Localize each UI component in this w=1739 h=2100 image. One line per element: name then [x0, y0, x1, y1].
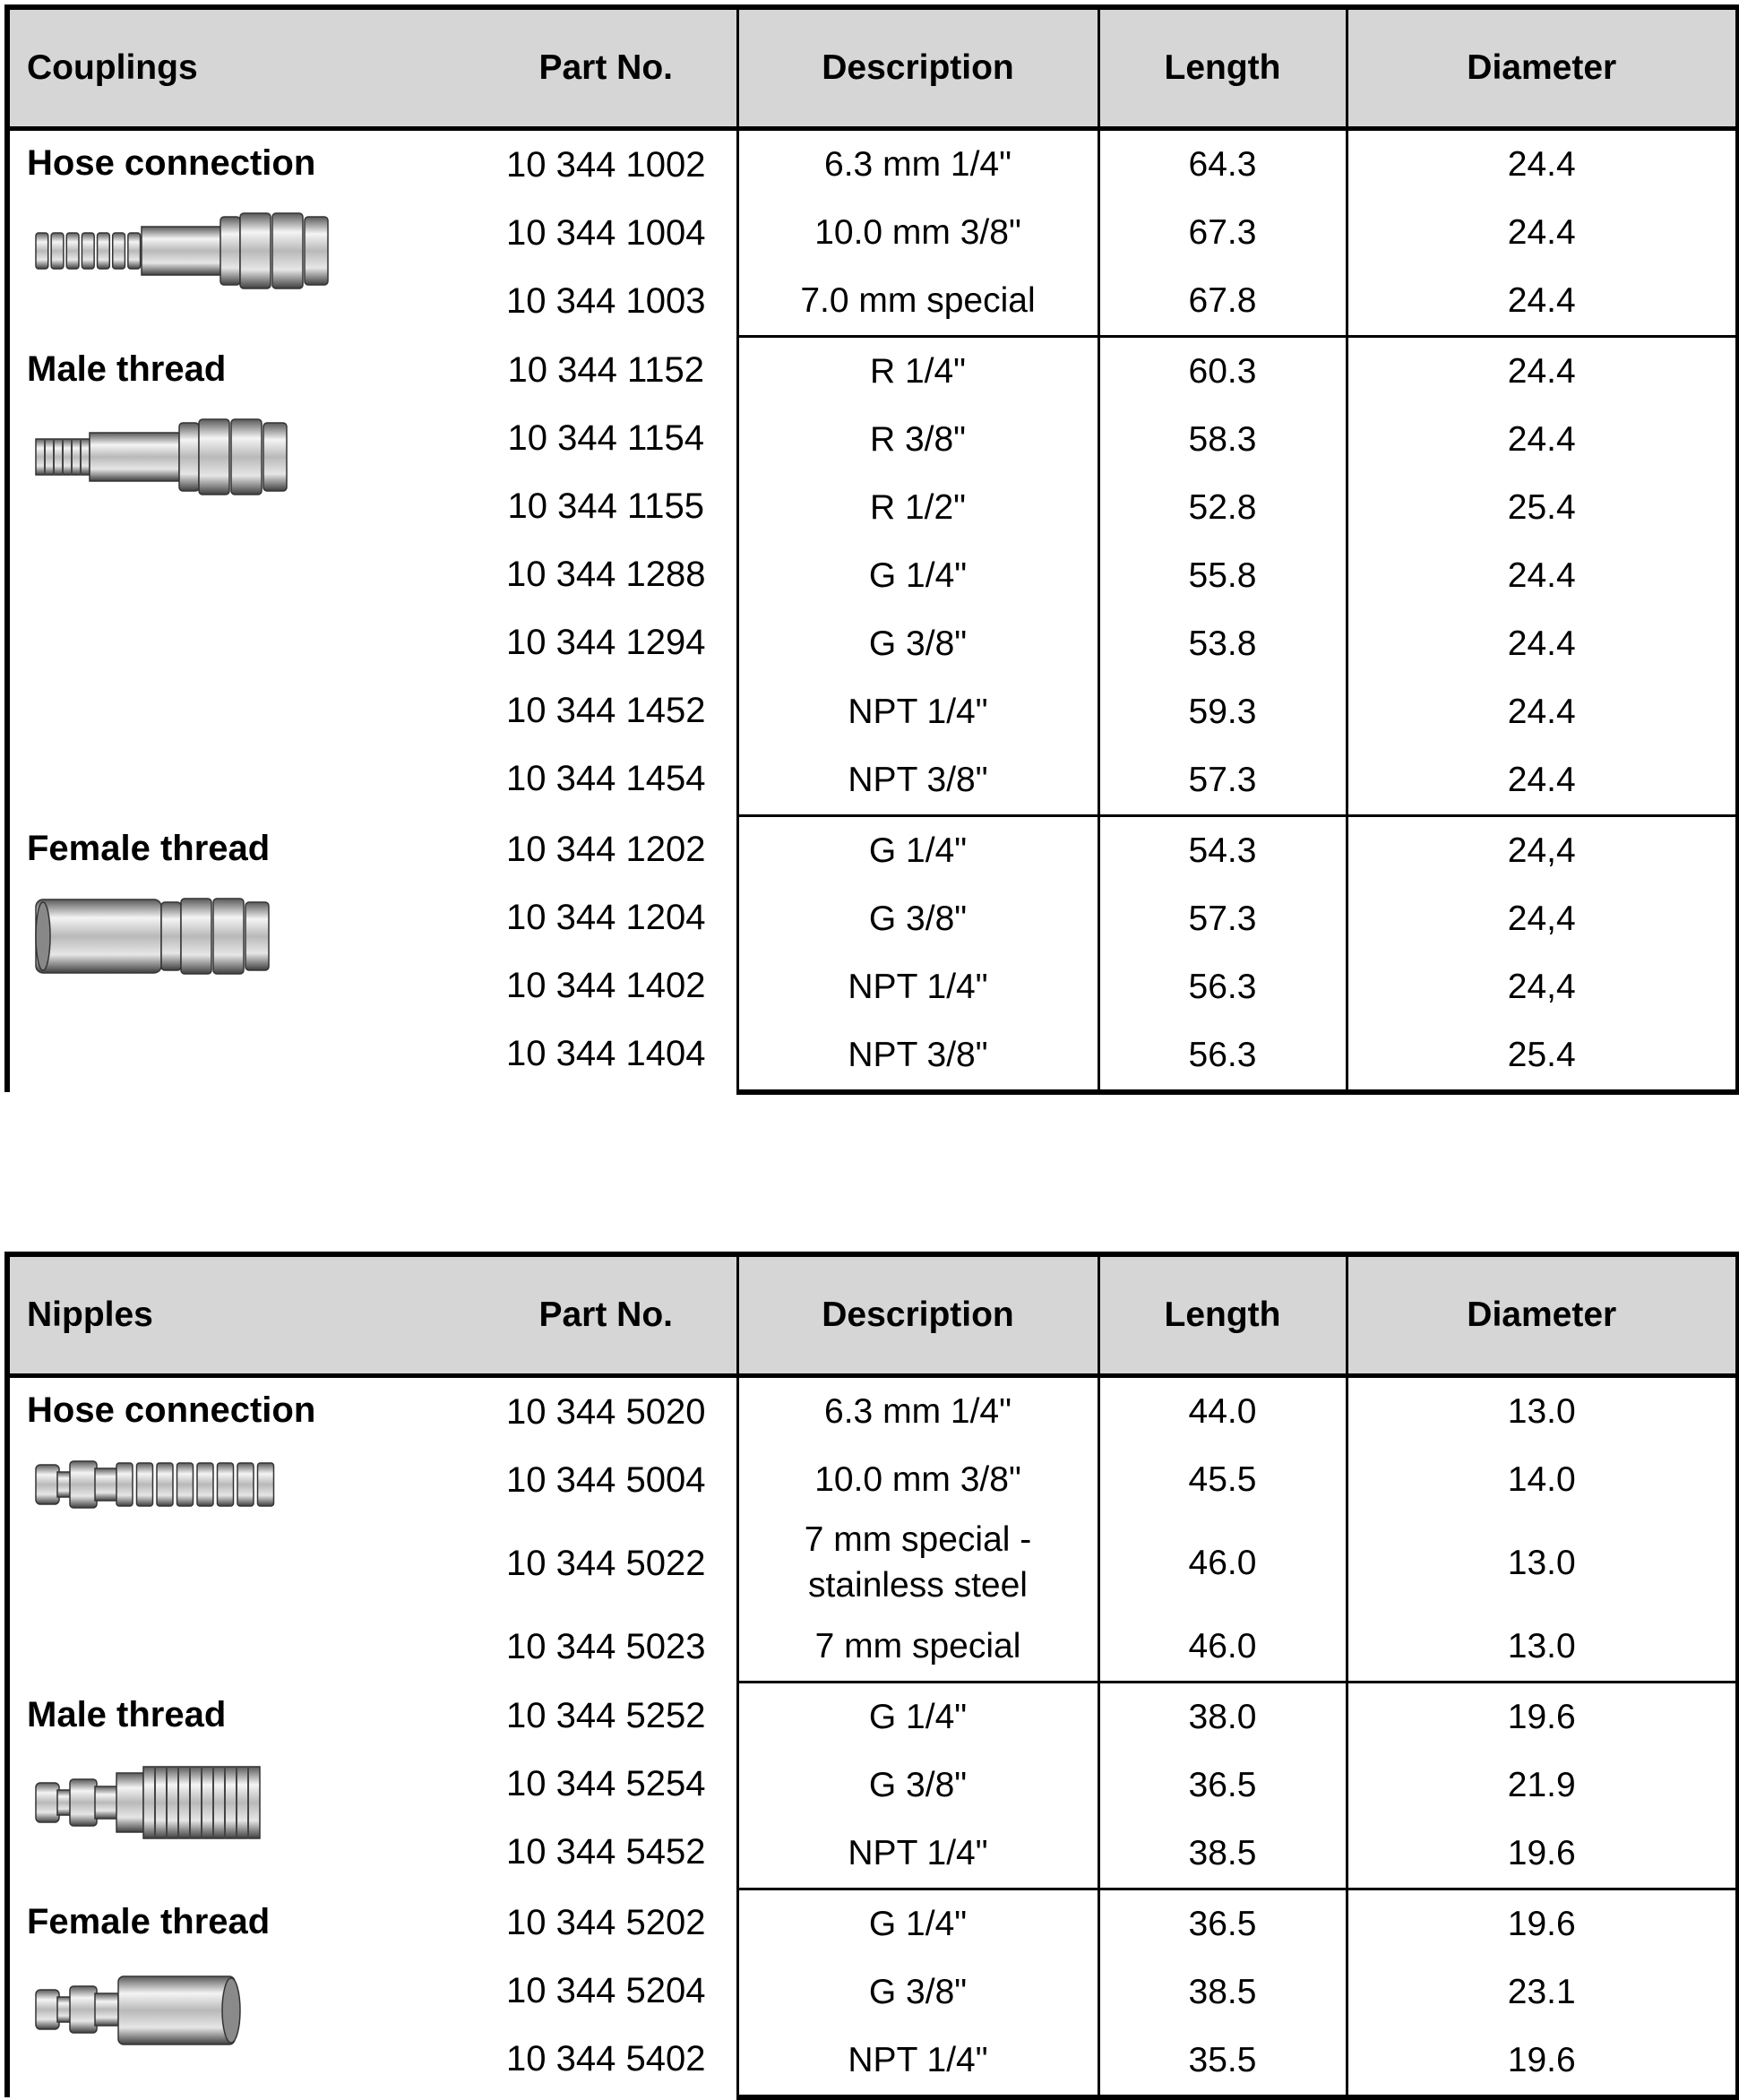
description-cell: 7.0 mm special: [737, 267, 1098, 337]
part-number: 10 344 1454: [506, 759, 706, 798]
diameter-cell: 24,4: [1347, 816, 1738, 886]
part-number: 10 344 1002: [506, 144, 706, 185]
part-number: 10 344 5023: [506, 1626, 706, 1666]
description-cell: G 1/4": [737, 1889, 1098, 1959]
length-cell: 35.5: [1098, 2027, 1347, 2097]
description-cell: NPT 1/4": [737, 678, 1098, 746]
part-number: 10 344 5022: [506, 1543, 706, 1583]
couplings-table: [4, 4, 1739, 1095]
diameter-cell: 24.4: [1347, 542, 1738, 610]
description-cell: 6.3 mm 1/4": [737, 129, 1098, 200]
group-name: Male thread: [27, 1694, 227, 1734]
header-length: Length: [1098, 7, 1347, 129]
description-cell: G 1/4": [737, 816, 1098, 886]
length-cell: 56.3: [1098, 953, 1347, 1021]
description-cell: R 1/4": [737, 337, 1098, 407]
part-number: 10 344 5202: [506, 1903, 706, 1942]
part-number: 10 344 1202: [506, 830, 706, 869]
length-cell: 38.5: [1098, 1958, 1347, 2027]
diameter-cell: 19.6: [1347, 2027, 1738, 2097]
part-number-list: [476, 816, 736, 1093]
length-cell: 54.3: [1098, 816, 1347, 886]
part-number-list: [476, 1683, 736, 1889]
part-number: 10 344 1154: [507, 418, 704, 458]
length-cell: 59.3: [1098, 678, 1347, 746]
diameter-cell: 24.4: [1347, 199, 1738, 267]
header-row: [7, 1254, 1738, 1376]
part-number: 10 344 1155: [507, 486, 704, 526]
diameter-cell: 24.4: [1347, 337, 1738, 407]
description-cell: 10.0 mm 3/8": [737, 199, 1098, 267]
part-number: 10 344 1294: [506, 623, 706, 662]
part-number: 10 344 5252: [506, 1696, 706, 1735]
hose-nipple-icon: [27, 1449, 476, 1529]
header-description: Description: [737, 7, 1098, 129]
diameter-cell: 19.6: [1347, 1683, 1738, 1752]
header-product-part: [7, 1254, 737, 1376]
table-row: [7, 129, 1738, 200]
diameter-cell: 24.4: [1347, 129, 1738, 200]
length-cell: 45.5: [1098, 1446, 1347, 1514]
header-part-no: Part No.: [538, 48, 674, 87]
part-number: 10 344 5004: [506, 1459, 706, 1500]
group-cell: [7, 1683, 737, 1889]
description-line: 7 mm special -: [804, 1520, 1032, 1560]
description-cell: 10.0 mm 3/8": [737, 1446, 1098, 1514]
hose-coupling-icon: [27, 202, 476, 309]
group-name: Hose connection: [27, 143, 316, 183]
length-cell: 56.3: [1098, 1021, 1347, 1092]
length-cell: 64.3: [1098, 129, 1347, 200]
length-cell: 60.3: [1098, 337, 1347, 407]
diameter-cell: 13.0: [1347, 1613, 1738, 1683]
description-cell: G 3/8": [737, 610, 1098, 678]
diameter-cell: 25.4: [1347, 474, 1738, 542]
part-number: 10 344 1404: [506, 1034, 706, 1073]
diameter-cell: 23.1: [1347, 1958, 1738, 2027]
diameter-cell: 24,4: [1347, 885, 1738, 953]
diameter-cell: 24.4: [1347, 746, 1738, 816]
description-line: stainless steel: [808, 1566, 1028, 1605]
table-row: [7, 1683, 1738, 1752]
description-cell: G 3/8": [737, 1958, 1098, 2027]
table-row: [7, 816, 1738, 886]
female-thread-coupling-icon: [27, 887, 476, 994]
length-cell: 38.5: [1098, 1820, 1347, 1889]
header-product-part: [7, 7, 737, 129]
diameter-cell: 21.9: [1347, 1751, 1738, 1820]
part-number-list: [476, 337, 736, 816]
header-category: Couplings: [27, 48, 198, 87]
diameter-cell: 24.4: [1347, 610, 1738, 678]
length-cell: 67.3: [1098, 199, 1347, 267]
group-cell: [7, 1889, 737, 2098]
description-cell: 7 mm special: [737, 1613, 1098, 1683]
part-number: 10 344 1204: [506, 898, 706, 937]
description-cell: R 1/2": [737, 474, 1098, 542]
part-number-list: [476, 1889, 736, 2098]
length-cell: 36.5: [1098, 1751, 1347, 1820]
length-cell: 67.8: [1098, 267, 1347, 337]
group-cell: [7, 337, 737, 816]
part-number: 10 344 1003: [506, 280, 706, 321]
header-description: Description: [737, 1254, 1098, 1376]
header-diameter: Diameter: [1347, 1254, 1738, 1376]
header-part-no: Part No.: [538, 1295, 674, 1334]
header-row: [7, 7, 1738, 129]
couplings-body: [7, 129, 1738, 1093]
group-name: Female thread: [27, 1901, 271, 1941]
description-cell: G 1/4": [737, 1683, 1098, 1752]
part-number: 10 344 1402: [506, 966, 706, 1005]
diameter-cell: 24.4: [1347, 267, 1738, 337]
diameter-cell: 25.4: [1347, 1021, 1738, 1092]
length-cell: 57.3: [1098, 885, 1347, 953]
description-cell: NPT 1/4": [737, 953, 1098, 1021]
table-row: [7, 1376, 1738, 1447]
description-cell: G 1/4": [737, 542, 1098, 610]
length-cell: 38.0: [1098, 1683, 1347, 1752]
length-cell: 55.8: [1098, 542, 1347, 610]
length-cell: 46.0: [1098, 1514, 1347, 1613]
diameter-cell: 14.0: [1347, 1446, 1738, 1514]
length-cell: 53.8: [1098, 610, 1347, 678]
nipples-body: [7, 1376, 1738, 2098]
part-number-list: [476, 1378, 736, 1683]
part-number: 10 344 5402: [506, 2039, 706, 2078]
table-row: [7, 1889, 1738, 1959]
length-cell: 57.3: [1098, 746, 1347, 816]
part-number: 10 344 5254: [506, 1764, 706, 1803]
male-thread-nipple-icon: [27, 1753, 476, 1861]
group-name: Hose connection: [27, 1390, 316, 1430]
length-cell: 52.8: [1098, 474, 1347, 542]
diameter-cell: 19.6: [1347, 1820, 1738, 1889]
description-cell: NPT 1/4": [737, 1820, 1098, 1889]
female-thread-nipple-icon: [27, 1960, 476, 2068]
nipples-table: [4, 1252, 1739, 2100]
group-name: Female thread: [27, 828, 271, 868]
group-cell: [7, 1376, 737, 1683]
part-number: 10 344 1288: [506, 555, 706, 594]
description-cell: R 3/8": [737, 406, 1098, 474]
header-length: Length: [1098, 1254, 1347, 1376]
header-category: Nipples: [27, 1295, 153, 1334]
description-cell: G 3/8": [737, 885, 1098, 953]
group-name: Male thread: [27, 349, 227, 389]
part-number-list: [476, 131, 736, 337]
description-cell: G 3/8": [737, 1751, 1098, 1820]
length-cell: 36.5: [1098, 1889, 1347, 1959]
part-number: 10 344 1004: [506, 212, 706, 253]
description-cell: NPT 3/8": [737, 746, 1098, 816]
diameter-cell: 13.0: [1347, 1376, 1738, 1447]
description-cell: 6.3 mm 1/4": [737, 1376, 1098, 1447]
description-cell: [737, 1514, 1098, 1613]
length-cell: 46.0: [1098, 1613, 1347, 1683]
part-number: 10 344 1452: [506, 691, 706, 730]
header-diameter: Diameter: [1347, 7, 1738, 129]
description-cell: NPT 1/4": [737, 2027, 1098, 2097]
diameter-cell: 24.4: [1347, 678, 1738, 746]
description-cell: NPT 3/8": [737, 1021, 1098, 1092]
male-thread-coupling-icon: [27, 408, 476, 515]
length-cell: 44.0: [1098, 1376, 1347, 1447]
diameter-cell: 24,4: [1347, 953, 1738, 1021]
diameter-cell: 13.0: [1347, 1514, 1738, 1613]
diameter-cell: 19.6: [1347, 1889, 1738, 1959]
table-row: [7, 337, 1738, 407]
group-cell: [7, 129, 737, 337]
part-number: 10 344 5452: [506, 1832, 706, 1872]
part-number: 10 344 5204: [506, 1971, 706, 2010]
part-number: 10 344 1152: [507, 350, 704, 390]
part-number: 10 344 5020: [506, 1391, 706, 1432]
length-cell: 58.3: [1098, 406, 1347, 474]
group-cell: [7, 816, 737, 1093]
diameter-cell: 24.4: [1347, 406, 1738, 474]
